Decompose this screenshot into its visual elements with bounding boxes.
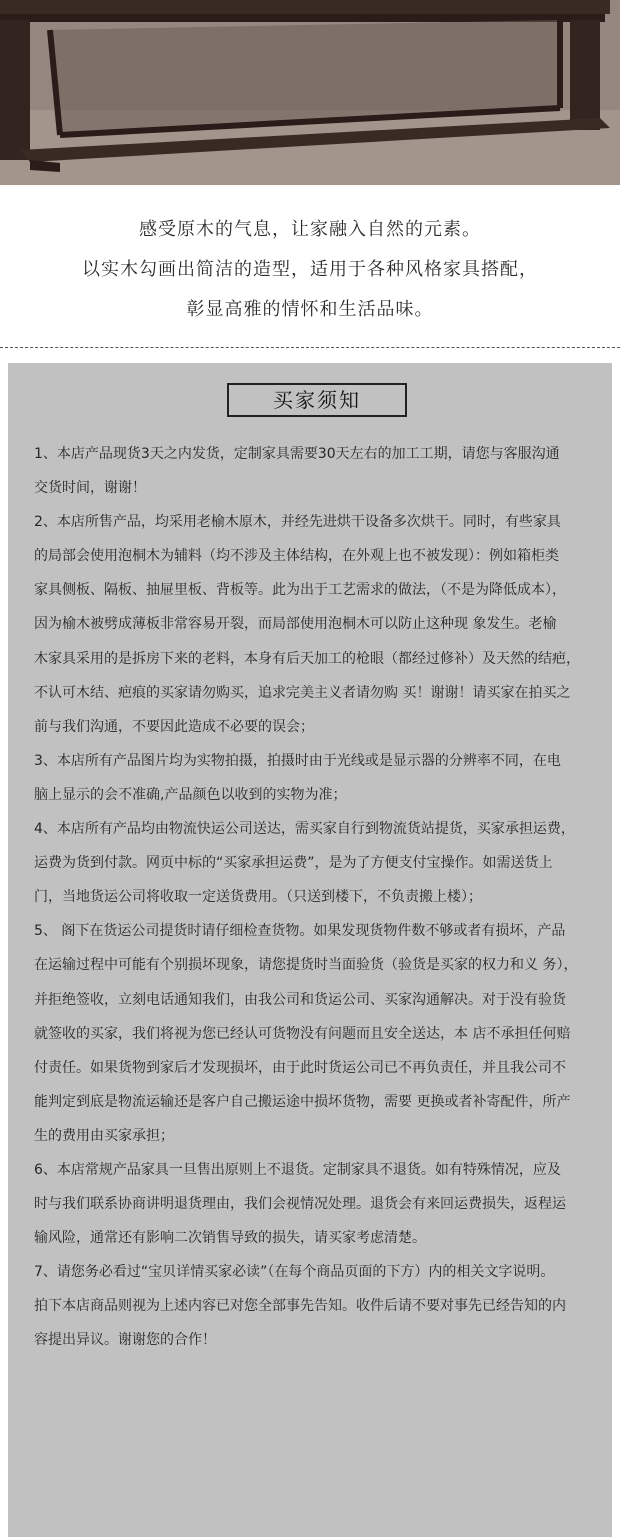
tagline xyxy=(0,210,620,330)
notice-title: 买家须知 xyxy=(227,383,407,417)
notice-line: 输风险，通常还有影响二次销售导致的损失，请买家考虑清楚。 xyxy=(34,1230,426,1247)
notice-line: 就签收的买家，我们将视为您已经认可货物没有问题而且安全送达，本 店不承担任何赔 xyxy=(34,1025,571,1042)
notice-line: 拍下本店商品则视为上述内容已对您全部事先告知。收件后请不要对事先已经告知的内 xyxy=(34,1298,566,1315)
notice-line: 生的费用由买家承担； xyxy=(34,1127,174,1144)
notice-line: 在运输过程中可能有个别损坏现象，请您提货时当面验货（验货是买家的权力和义 务）， xyxy=(34,957,578,974)
notice-line: 能判定到底是物流运输还是客户自己搬运途中损坏货物，需要 更换或者补寄配件，所产 xyxy=(34,1093,571,1110)
notice-line: 并拒绝签收，立刻电话通知我们，由我公司和货运公司、买家沟通解决。对于没有验货 xyxy=(34,991,566,1008)
notice-line: 门，当地货运公司将收取一定送货费用。（只送到楼下，不负责搬上楼）； xyxy=(34,889,482,906)
notice-line: 的局部会使用泡桐木为辅料（均不涉及主体结构，在外观上也不被发现）：例如箱柜类 xyxy=(34,548,559,565)
buyer-notice-panel xyxy=(8,363,612,1537)
notice-line: 前与我们沟通，不要因此造成不必要的误会； xyxy=(34,718,314,735)
dashed-divider xyxy=(0,347,620,348)
tagline-line: 以实木勾画出简洁的造型，适用于各种风格家具搭配， xyxy=(82,259,538,280)
notice-line: 木家具采用的是拆房下来的老料，本身有后天加工的枪眼（都经过修补）及天然的结疤， xyxy=(34,650,580,667)
notice-body xyxy=(34,437,606,1358)
notice-line: 运费为货到付款。网页中标的“买家承担运费”，是为了方便支付宝操作。如需送货上 xyxy=(34,855,553,872)
notice-line: 交货时间，谢谢！ xyxy=(34,480,146,497)
tagline-line: 彰显高雅的情怀和生活品味。 xyxy=(186,299,434,320)
notice-line: 7、请您务必看过“宝贝详情买家必读”（在每个商品页面的下方）内的相关文字说明。 xyxy=(34,1264,555,1281)
notice-line: 不认可木结、疤痕的买家请勿购买，追求完美主义者请勿购 买！谢谢！请买家在拍买之 xyxy=(34,684,571,701)
notice-line: 4、本店所有产品均由物流快运公司送达，需买家自行到物流货站提货，买家承担运费， xyxy=(34,821,575,838)
wooden-table-icon xyxy=(0,0,620,185)
notice-line: 付责任。如果货物到家后才发现损坏，由于此时货运公司已不再负责任，并且我公司不 xyxy=(34,1059,566,1076)
notice-line: 因为榆木被劈成薄板非常容易开裂，而局部使用泡桐木可以防止这种现 象发生。老榆 xyxy=(34,616,557,633)
notice-line: 2、本店所售产品，均采用老榆木原木，并经先进烘干设备多次烘干。同时，有些家具 xyxy=(34,514,561,531)
notice-line: 容提出异议。谢谢您的合作！ xyxy=(34,1332,216,1349)
notice-line: 6、本店常规产品家具一旦售出原则上不退货。定制家具不退货。如有特殊情况，应及 xyxy=(34,1161,561,1178)
tagline-line: 感受原木的气息，让家融入自然的元素。 xyxy=(139,219,481,240)
notice-line: 5、 阁下在货运公司提货时请仔细检查货物。如果发现货物件数不够或者有损坏，产品 xyxy=(34,923,566,940)
notice-line: 脑上显示的会不准确,产品颜色以收到的实物为准； xyxy=(34,786,347,803)
notice-line: 1、本店产品现货3天之内发货，定制家具需要30天左右的加工工期，请您与客服沟通 xyxy=(34,446,560,462)
wooden-table-photo xyxy=(0,0,620,185)
notice-line: 时与我们联系协商讲明退货理由，我们会视情况处理。退货会有来回运费损失，返程运 xyxy=(34,1196,566,1213)
notice-line: 3、本店所有产品图片均为实物拍摄，拍摄时由于光线或是显示器的分辨率不同，在电 xyxy=(34,752,561,769)
notice-line: 家具侧板、隔板、抽屉里板、背板等。此为出于工艺需求的做法，（不是为降低成本）， xyxy=(34,582,566,599)
